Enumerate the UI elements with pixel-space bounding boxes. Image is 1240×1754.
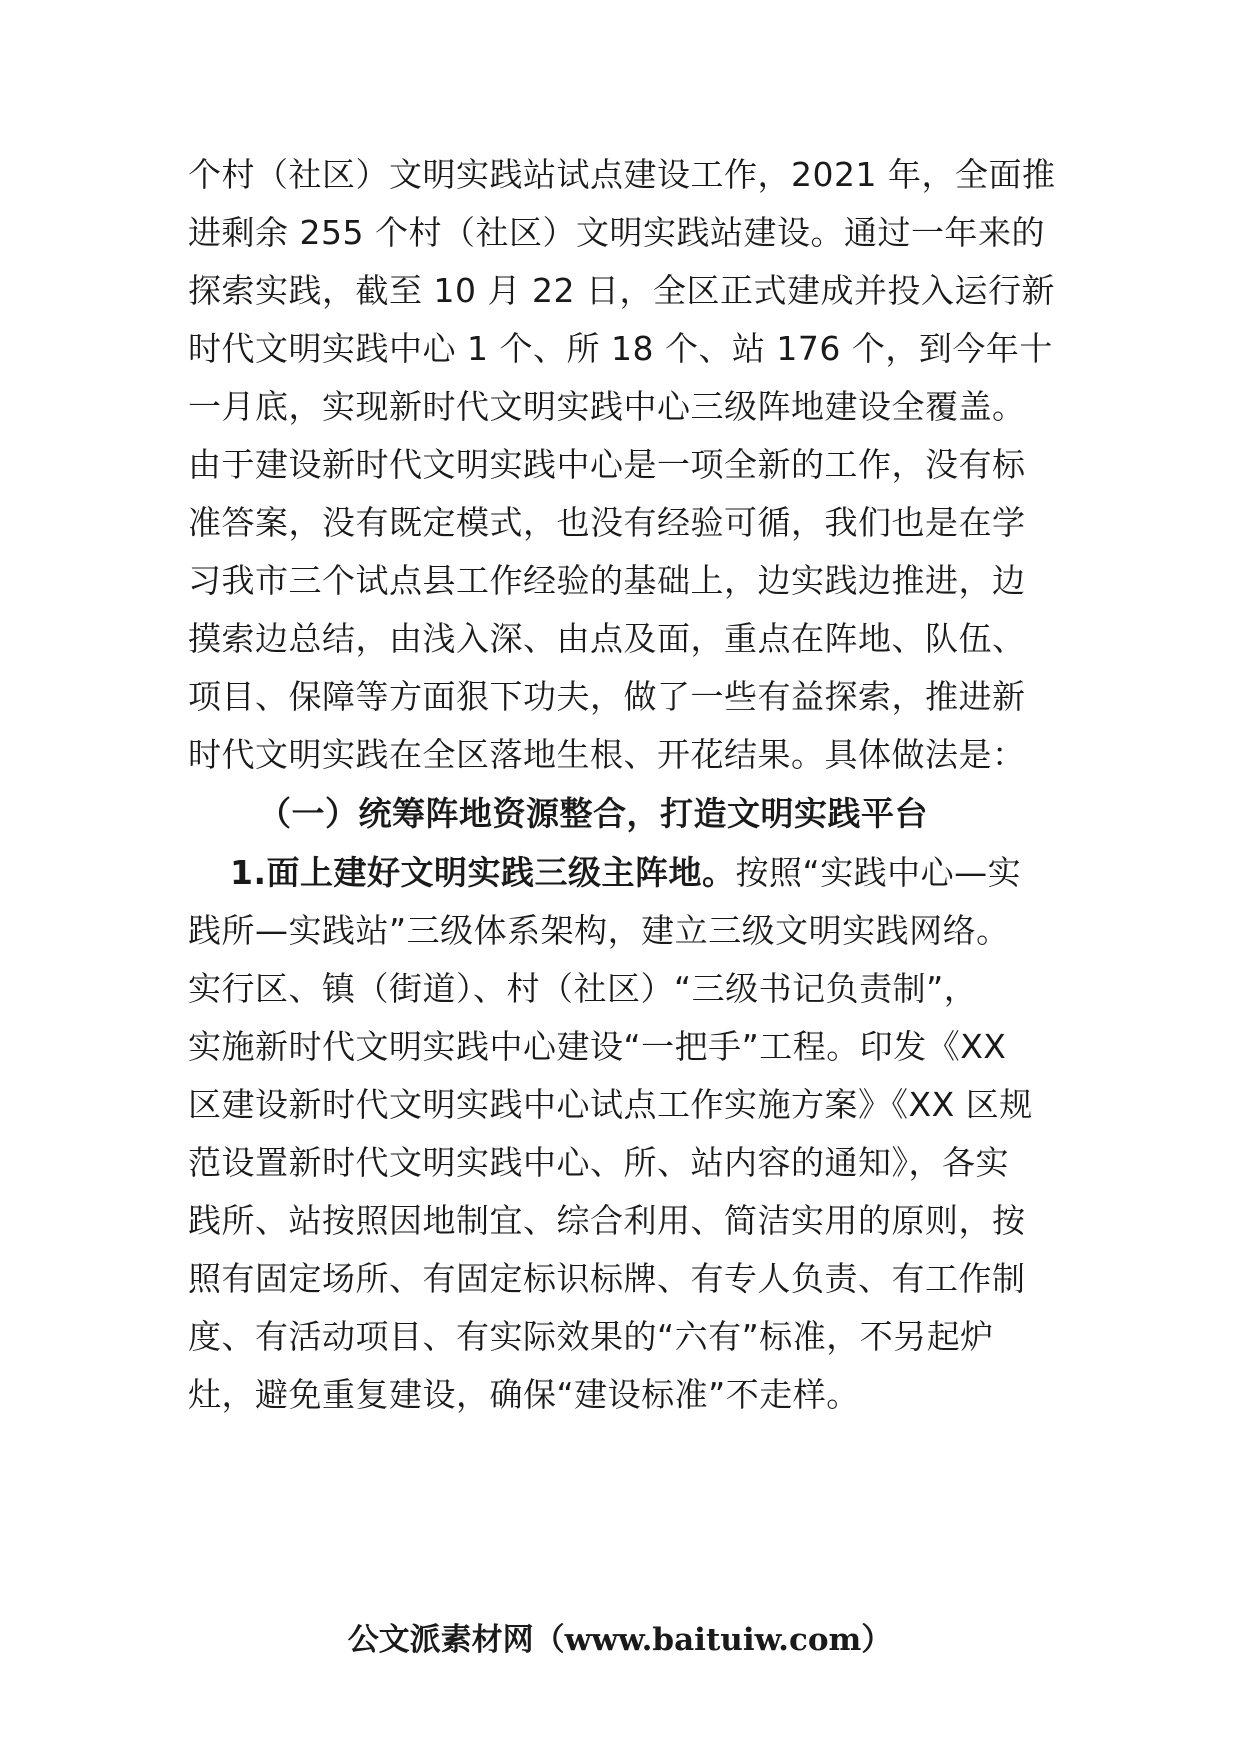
body-line: 范设置新时代文明实践中心、所、站内容的通知》，各实	[188, 1143, 1009, 1182]
body-line: 践所、站按照因地制宜、综合利用、简洁实用的原则，按	[188, 1201, 1026, 1240]
body-line: 准答案，没有既定模式，也没有经验可循，我们也是在学	[188, 503, 1026, 542]
body-line: 度、有活动项目、有实际效果的“六有”标准，不另起炉	[188, 1317, 994, 1356]
body-line: 实行区、镇（街道）、村（社区）“三级书记负责制”，	[188, 969, 978, 1008]
body-line: 个村（社区）文明实践站试点建设工作，2021 年，全面推	[188, 155, 1056, 194]
body-line: 区建设新时代文明实践中心试点工作实施方案》《XX 区规	[188, 1085, 1033, 1124]
body-line: 践所—实践站”三级体系架构，建立三级文明实践网络。	[188, 911, 1010, 950]
body-line: 时代文明实践在全区落地生根、开花结果。具体做法是：	[188, 735, 1026, 774]
body-line: 灶，避免重复建设，确保“建设标准”不走样。	[188, 1375, 860, 1414]
section-heading: （一）统筹阵地资源整合，打造文明实践平台	[258, 794, 928, 833]
body-line: 照有固定场所、有固定标识标牌、有专人负责、有工作制	[188, 1259, 1026, 1298]
body-line: 进剩余 255 个村（社区）文明实践站建设。通过一年来的	[188, 213, 1045, 252]
item-lead-rest: 按照“实践中心—实	[735, 853, 1022, 892]
item-lead-bold: 1.面上建好文明实践三级主阵地。	[230, 853, 736, 892]
body-line: 项目、保障等方面狠下功夫，做了一些有益探索，推进新	[188, 677, 1026, 716]
body-line: 一月底，实现新时代文明实践中心三级阵地建设全覆盖。	[188, 387, 1026, 426]
body-line: 时代文明实践中心 1 个、所 18 个、站 176 个，到今年十	[188, 329, 1053, 368]
body-line: 探索实践，截至 10 月 22 日，全区正式建成并投入运行新	[188, 271, 1055, 310]
body-line: 摸索边总结，由浅入深、由点及面，重点在阵地、队伍、	[188, 619, 1026, 658]
body-line: 实施新时代文明实践中心建设“一把手”工程。印发《XX	[188, 1027, 1007, 1066]
body-line: 由于建设新时代文明实践中心是一项全新的工作，没有标	[188, 445, 1026, 484]
footer-source: 公文派素材网（www.baituiw.com）	[347, 1622, 893, 1658]
body-line: 习我市三个试点县工作经验的基础上，边实践边推进，边	[188, 561, 1026, 600]
item-first-line	[230, 853, 1021, 893]
